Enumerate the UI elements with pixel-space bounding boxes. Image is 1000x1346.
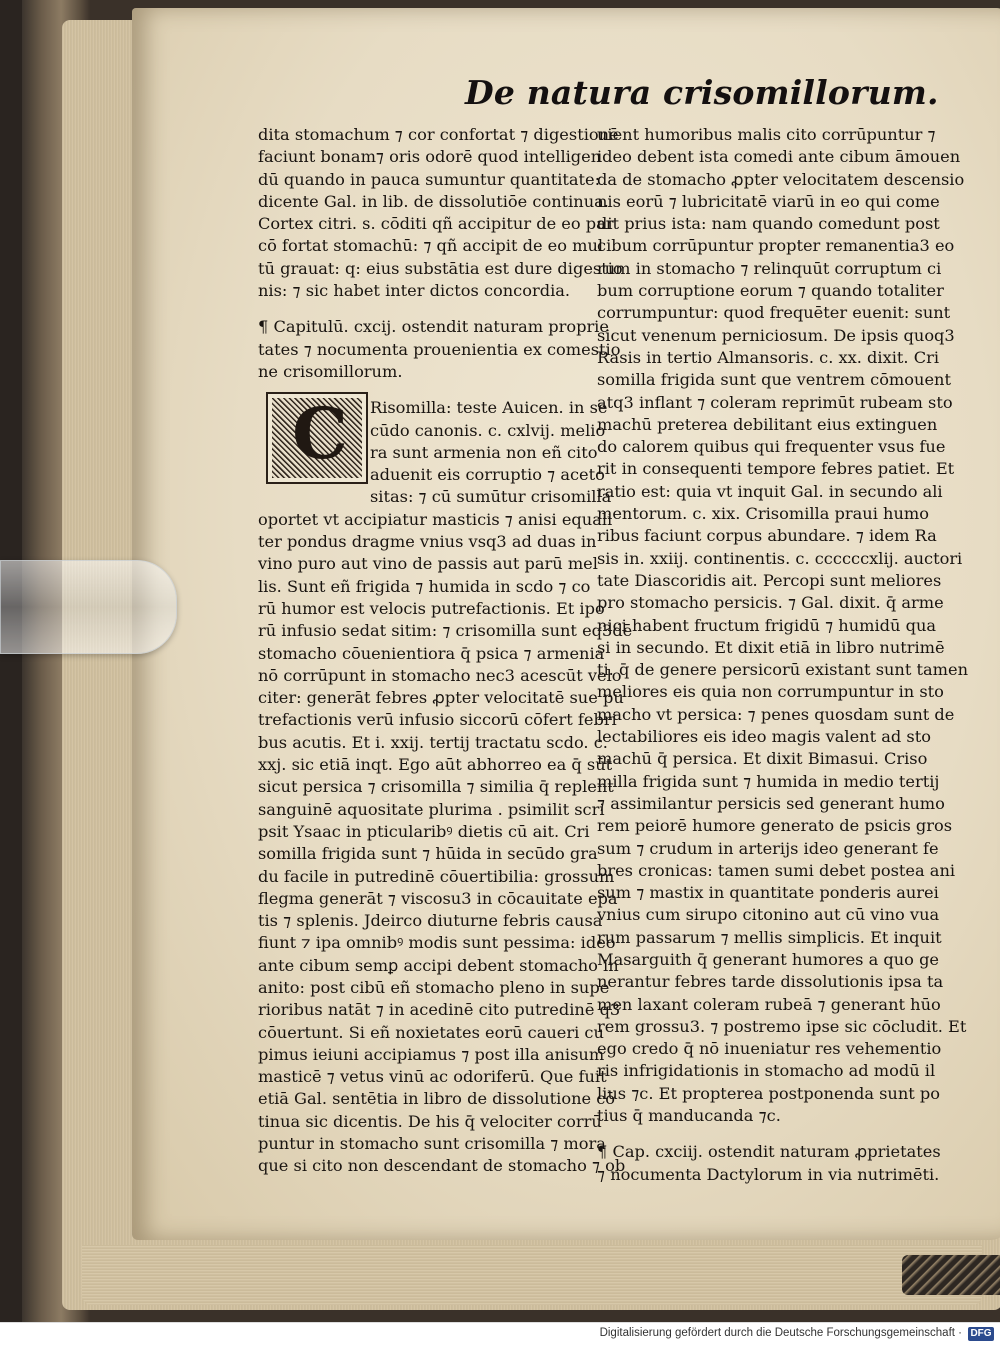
text-line: psit Ysaac in pticularibꝰ dietis cū ait. Cri <box>258 821 590 841</box>
text-line: trefactionis verū infusio siccorū cōfert febri <box>258 710 617 730</box>
paragraph-gap <box>258 302 596 316</box>
dfg-logo: DFG <box>968 1327 994 1341</box>
text-line: nici habent fructum frigidū ⁊ humidū qua <box>597 615 937 635</box>
text-line: milla frigida sunt ⁊ humida in medio tertij <box>597 771 940 791</box>
initial-letter: C <box>292 392 348 475</box>
text-line: vino puro aut vino de passis aut parū mel <box>258 554 598 574</box>
text-line: masticē ⁊ vetus vinū ac odoriferū. Que fuit <box>258 1067 607 1087</box>
text-line: du facile in putredinē cōuertibilia: grossum <box>258 866 615 886</box>
right-text-column <box>597 124 969 1186</box>
text-line: etiā Gal. sentētia in libro de dissolutione cō <box>258 1089 616 1109</box>
text-line: Rasis in tertio Almansoris. c. xx. dixit. Cri <box>597 347 940 367</box>
text-line: somilla frigida sunt que ventrem cōmouent <box>597 370 951 390</box>
damaged-corner <box>902 1255 1000 1295</box>
text-line: cō fortat stomachū: ⁊ qñ accipit de eo mul <box>258 236 604 256</box>
funding-credit: Digitalisierung gefördert durch die Deutsche Forschungsgemeinschaft · <box>599 1327 962 1339</box>
text-line: do calorem quibus qui frequenter vsus fue <box>597 437 946 457</box>
text-line: nis: ⁊ sic habet inter dictos concordia. <box>258 281 571 301</box>
text-line: sis in. xxiij. continentis. c. ccccccxlij. auctori <box>597 548 963 568</box>
text-line: uient humoribus malis cito corrūpuntur ⁊ <box>597 125 936 144</box>
text-line: cōuertunt. Si eñ noxietates eorū caueri cu <box>258 1022 604 1042</box>
text-line: rum passarum ⁊ mellis simplicis. Et inquit <box>597 927 942 947</box>
text-line: ideo debent ista comedi ante cibum āmouen <box>597 147 961 167</box>
text-line: dicente Gal. in lib. de dissolutiōe continua. <box>258 191 609 211</box>
text-line: tis ⁊ splenis. Jdeirco diuturne febris causa <box>258 911 603 931</box>
text-line: oportet vt accipiatur masticis ⁊ anisi equali <box>258 509 613 529</box>
text-line: aduenit eis corruptio ⁊ aceto <box>370 465 605 485</box>
text-line: rioribus natāt ⁊ in acedinē cito putredinē q3 <box>258 1000 621 1020</box>
text-line: Masarguith q̄ generant humores a quo ge <box>597 949 940 969</box>
text-line: ne crisomillorum. <box>258 361 403 381</box>
text-line: dū quando in pauca sumuntur quantitate: <box>258 169 601 189</box>
text-line: men laxant coleram rubeā ⁊ generant hūo <box>597 994 941 1014</box>
text-line: Cortex citri. s. cōditi qñ accipitur de eo par <box>258 214 614 234</box>
text-line: nō corrūpunt in stomacho nec3 acescūt velo <box>258 665 622 685</box>
text-line: machū q̄ persica. Et dixit Bimasui. Criso <box>597 749 928 769</box>
text-line: dita stomachum ⁊ cor confortat ⁊ digestionē <box>258 125 619 144</box>
text-line: sicut venenum perniciosum. De ipsis quoq3 <box>597 325 955 345</box>
text-line: lius ⁊c. Et propterea postponenda sunt po <box>597 1083 941 1103</box>
running-head: De natura crisomillorum. <box>465 73 939 112</box>
text-line: rum in stomacho ⁊ relinquūt corruptum ci <box>597 258 942 278</box>
text-line: ter pondus dragme vnius vsq3 ad duas in <box>258 532 597 552</box>
text-line: faciunt bonam⁊ oris odorē quod intelligen <box>258 147 602 167</box>
text-line: corrumpuntur: quod frequēter euenit: sunt <box>597 303 951 323</box>
text-line: Risomilla: teste Auicen. in se <box>370 398 608 418</box>
text-line: rem grossu3. ⁊ postremo ipse sic cōcludit. Et <box>597 1016 967 1036</box>
text-line: bus acutis. Et i. xxij. tertij tractatu scdo. c. <box>258 732 608 752</box>
text-line: pimus ieiuni accipiamus ⁊ post illa anisum <box>258 1044 605 1064</box>
text-line: anito: post cibū eñ stomacho pleno in supe <box>258 977 610 997</box>
text-line: tates ⁊ nocumenta prouenientia ex comestio <box>258 339 621 359</box>
page-holder-clip <box>0 560 177 654</box>
text-line: nis eorū ⁊ lubricitatē viarū in eo qui come <box>597 191 940 211</box>
text-line: lis. Sunt eñ frigida ⁊ humida in scdo ⁊ co <box>258 576 591 596</box>
text-line: tinua sic dicentis. De his q̄ velociter corrū <box>258 1111 602 1131</box>
text-line: sum ⁊ crudum in arterijs ideo generant fe <box>597 838 939 858</box>
text-line: ra sunt armenia non eñ cito <box>370 442 598 462</box>
text-line: tius q̄ manducanda ⁊c. <box>597 1106 781 1126</box>
text-line: ti. q̄ de genere persicorū existant sunt tamen <box>597 660 969 680</box>
text-line: cūdo canonis. c. cxlvij. melio <box>370 420 606 440</box>
text-line: puntur in stomacho sunt crisomilla ⁊ mora <box>258 1134 606 1154</box>
left-text-column <box>258 124 633 1178</box>
text-line: bres cronicas: tamen sumi debet postea ani <box>597 860 956 880</box>
text-line: cibum corrūpuntur propter remanentia3 eo <box>597 236 955 256</box>
text-line: sicut persica ⁊ crisomilla ⁊ similia q̄ replent <box>258 777 614 797</box>
text-line: pro stomacho persicis. ⁊ Gal. dixit. q̄ arme <box>597 593 944 613</box>
text-line: ratio est: quia vt inquit Gal. in secundo ali <box>597 481 943 501</box>
digitization-footer <box>0 1322 1000 1346</box>
text-line: lectabiliores eis ideo magis valent ad sto <box>597 727 931 747</box>
text-line: ris infrigidationis in stomacho ad modū il <box>597 1061 936 1081</box>
text-line: sanguinē aquositate plurima . psimilit scri <box>258 799 605 819</box>
text-line: rem peiorē humore generato de psicis gros <box>597 816 953 836</box>
text-line: que si cito non descendant de stomacho ⁊ ob <box>258 1156 626 1176</box>
text-line: vnius cum sirupo citonino aut cū vino vua <box>597 905 940 925</box>
text-line: ¶ Capitulū. cxcij. ostendit naturam proprie <box>258 317 609 337</box>
text-line: dit prius ista: nam quando comedunt post <box>597 214 940 234</box>
text-line: sitas: ⁊ cū sumūtur crisomilla <box>370 487 612 507</box>
text-line: nerantur febres tarde dissolutionis ipsa ta <box>597 972 944 992</box>
text-line: atq3 inflant ⁊ coleram reprimūt rubeam sto <box>597 392 953 412</box>
text-line: tate Diascoridis ait. Percopi sunt meliores <box>597 570 942 590</box>
text-line: ⁊ nocumenta Dactylorum in via nutrimēti. <box>597 1164 940 1184</box>
text-line: sum ⁊ mastix in quantitate ponderis aurei <box>597 883 939 903</box>
text-line: meliores eis quia non corrumpuntur in sto <box>597 682 944 702</box>
text-line: xxj. sic etiā inqt. Ego aūt abhorreo ea q̄ sūt <box>258 755 613 775</box>
text-line: ⁊ assimilantur persicis sed generant humo <box>597 793 945 813</box>
text-line: si in secundo. Et dixit etiā in libro nutrimē <box>597 637 945 657</box>
text-line: fiunt ⁊ ipa omnibꝰ modis sunt pessima: ideo <box>258 933 616 953</box>
text-line: citer: generāt febres ꝓpter velocitatē sue pu <box>258 688 624 708</box>
text-line: rū infusio sedat sitim: ⁊ crisomilla sunt eq3dē <box>258 621 633 641</box>
text-line: flegma generāt ⁊ viscosu3 in cōcauitate epa <box>258 888 618 908</box>
text-line: rit in consequenti tempore febres patiet. Et <box>597 459 955 479</box>
text-line: bum corruptione eorum ⁊ quando totaliter <box>597 281 944 301</box>
text-line: machū preterea debilitant eius extinguen <box>597 414 938 434</box>
text-line: mentorum. c. xix. Crisomilla praui humo <box>597 504 929 524</box>
text-line: ego credo q̄ nō inueniatur res vehementio <box>597 1039 942 1059</box>
text-line: ribus faciunt corpus abundare. ⁊ idem Ra <box>597 526 937 546</box>
text-line: ante cibum semꝑ accipi debent stomacho in <box>258 955 619 975</box>
text-line: tū grauat: q: eius substātia est dure digestio <box>258 258 623 278</box>
text-line: da de stomacho ꝓpter velocitatem descensio <box>597 169 965 189</box>
text-line: stomacho cōuenientiora q̄ psica ⁊ armenia <box>258 643 605 663</box>
page-edges-bottom <box>82 1245 982 1305</box>
paragraph-gap <box>597 1127 932 1141</box>
text-line: somilla frigida sunt ⁊ hūida in secūdo gra <box>258 844 598 864</box>
text-line: macho vt persica: ⁊ penes quosdam sunt de <box>597 704 955 724</box>
text-line: rū humor est velocis putrefactionis. Et ipo <box>258 598 605 618</box>
text-line: ¶ Cap. cxciij. ostendit naturam ꝓprietates <box>597 1142 941 1162</box>
paragraph-gap <box>258 383 596 397</box>
